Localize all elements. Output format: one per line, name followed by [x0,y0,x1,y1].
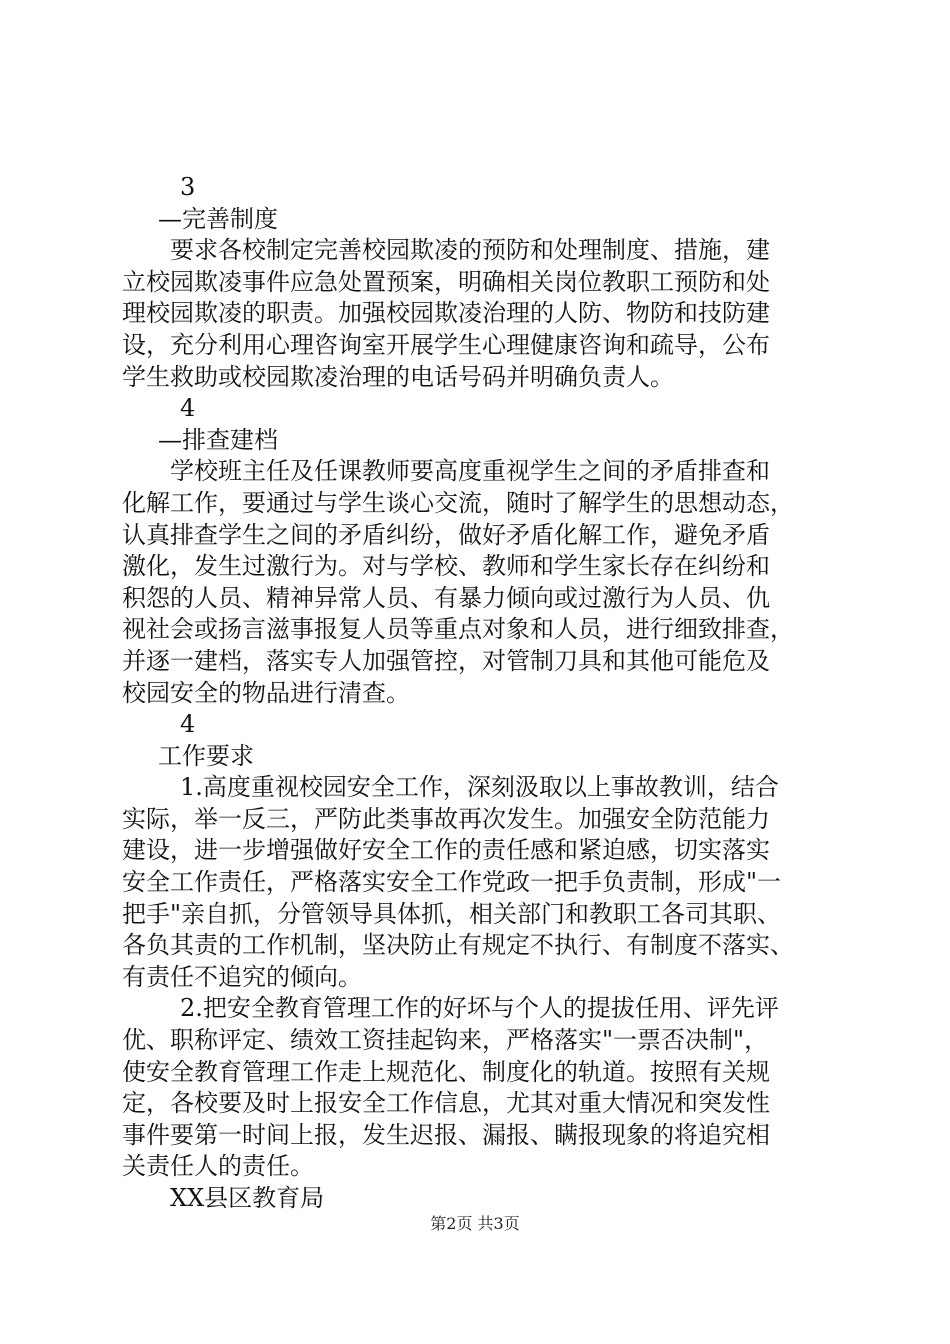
section-number: 4 [180,710,196,739]
signature-line: XX县区教育局 [170,1184,325,1212]
body-line: 1.高度重视校园安全工作，深刻汲取以上事故教训，结合 [180,773,779,802]
body-line: 认真排查学生之间的矛盾纠纷，做好矛盾化解工作，避免矛盾 [122,520,770,549]
body-line: 激化，发生过激行为。对与学校、教师和学生家长存在纠纷和 [122,552,770,581]
body-line: 理校园欺凌的职责。加强校园欺凌治理的人防、物防和技防建 [122,299,770,328]
section-heading: —完善制度 [158,204,278,233]
section-heading: —排查建档 [158,425,278,454]
body-line: 定，各校要及时上报安全工作信息，尤其对重大情况和突发性 [122,1089,770,1118]
body-line: 有责任不追究的倾向。 [122,962,362,991]
body-line: 把手"亲自抓，分管领导具体抓，相关部门和教职工各司其职、 [122,899,782,928]
body-line: 设，充分利用心理咨询室开展学生心理健康咨询和疏导，公布 [122,330,770,359]
page-footer: 第2页 共3页 [430,1214,520,1233]
body-line: 安全工作责任，严格落实安全工作党政一把手负责制，形成"一 [122,868,782,897]
document-body [122,172,842,1215]
body-line: 并逐一建档，落实专人加强管控，对管制刀具和其他可能危及 [122,646,770,675]
body-line: 化解工作，要通过与学生谈心交流，随时了解学生的思想动态， [122,488,794,517]
body-line: 建设，进一步增强做好安全工作的责任感和紧迫感，切实落实 [122,836,770,865]
section-number: 4 [180,394,196,423]
body-line: 要求各校制定完善校园欺凌的预防和处理制度、措施，建 [170,236,770,265]
section-number: 3 [180,173,196,201]
body-line: 视社会或扬言滋事报复人员等重点对象和人员，进行细致排查， [122,615,794,644]
body-line: 各负其责的工作机制，坚决防止有规定不执行、有制度不落实、 [122,931,794,960]
body-line: 积怨的人员、精神异常人员、有暴力倾向或过激行为人员、仇 [122,583,770,612]
body-line: 关责任人的责任。 [122,1152,314,1181]
section-heading: 工作要求 [158,741,254,770]
body-line: 2.把安全教育管理工作的好坏与个人的提拔任用、评先评 [180,994,779,1023]
body-line: 校园安全的物品进行清查。 [122,678,410,707]
body-line: 学校班主任及任课教师要高度重视学生之间的矛盾排查和 [170,457,770,486]
body-line: 立校园欺凌事件应急处置预案，明确相关岗位教职工预防和处 [122,267,770,296]
body-line: 事件要第一时间上报，发生迟报、漏报、瞒报现象的将追究相 [122,1120,770,1149]
body-line: 优、职称评定、绩效工资挂起钩来，严格落实"一票否决制"， [122,1026,769,1055]
body-line: 使安全教育管理工作走上规范化、制度化的轨道。按照有关规 [122,1057,770,1086]
body-line: 实际，举一反三，严防此类事故再次发生。加强安全防范能力 [122,804,770,833]
body-line: 学生救助或校园欺凌治理的电话号码并明确负责人。 [122,362,674,391]
